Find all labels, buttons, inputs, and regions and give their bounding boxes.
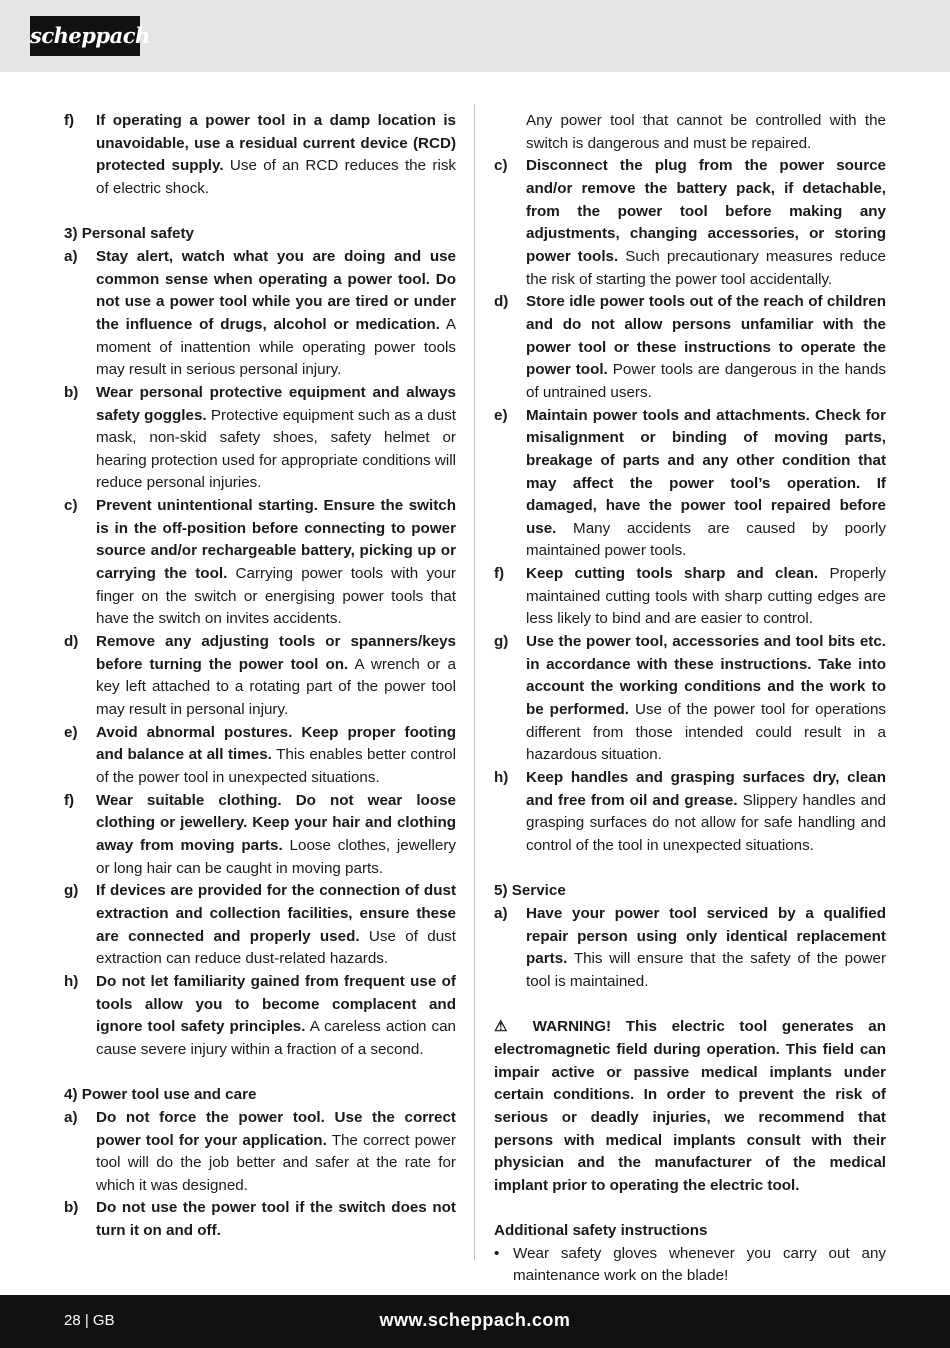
scheppach-logo: scheppach bbox=[30, 16, 140, 56]
instruction-item bbox=[64, 1107, 456, 1198]
item-label: f) bbox=[494, 565, 505, 583]
item-text bbox=[96, 971, 456, 1062]
item-plain: Power tools are dangerous in the hands of untrained users. bbox=[526, 361, 886, 401]
item-bold: Prevent unintentional starting. Ensure the switch is in the off-position before connecting to power source and/or rechargeable battery, picking up or carrying the tool. bbox=[96, 497, 456, 583]
section-heading-additional-safety: Additional safety instructions bbox=[494, 1222, 708, 1240]
item-plain: A careless action can cause severe injury within a fraction of a second. bbox=[96, 1018, 456, 1058]
item-text bbox=[526, 903, 886, 994]
item-text bbox=[96, 790, 456, 881]
item-text bbox=[96, 631, 456, 722]
website-link[interactable]: www.scheppach.com bbox=[379, 1310, 571, 1330]
item-bold: Keep handles and grasping surfaces dry, clean and free from oil and grease. bbox=[526, 769, 886, 809]
item-text bbox=[96, 1107, 456, 1198]
left-column bbox=[64, 110, 456, 1243]
item-bold: Maintain power tools and attachments. Check for misalignment or binding of moving parts, breakage of parts and any other condition that may affect the power tool’s operation. If damaged, have the power tool repaired before use. bbox=[526, 406, 886, 537]
item-plain: Loose clothes, jewellery or long hair can be caught in moving parts. bbox=[96, 836, 456, 877]
warning-text: WARNING! This electric tool generates an electromagnetic field during operation. This field can impair active or passive medical implants under certain conditions. In order to prevent the risk of serious or deadly injuries, we recommend that persons with medical implants consult with their physician and the manufacturer of the medical implant prior to operating the electric tool. bbox=[494, 1018, 886, 1194]
item-bold: Keep cutting tools sharp and clean. bbox=[526, 565, 819, 583]
item-bold: Do not let familiarity gained from frequent use of tools allow you to become complacent and ignore tool safety principles. bbox=[96, 972, 456, 1036]
item-label: g) bbox=[494, 633, 509, 651]
item-text bbox=[96, 382, 456, 495]
item-label: g) bbox=[64, 882, 79, 900]
section-heading-tool-use: 4) Power tool use and care bbox=[64, 1086, 257, 1104]
item-plain: Such precautionary measures reduce the risk of starting the power tool accidentally. bbox=[526, 247, 886, 288]
bullet-icon: • bbox=[494, 1244, 500, 1262]
section-heading-personal-safety: 3) Personal safety bbox=[64, 225, 194, 243]
instruction-item bbox=[64, 110, 456, 201]
item-bold: Store idle power tools out of the reach of children and do not allow persons unfamiliar with the power tool or these instructions to operate the power tool. bbox=[526, 293, 886, 379]
item-plain: Properly maintained cutting tools with sharp cutting edges are less likely to bind and are easier to control. bbox=[526, 565, 886, 628]
item-label: b) bbox=[64, 1199, 79, 1217]
instruction-item bbox=[494, 903, 886, 994]
right-column bbox=[494, 110, 886, 1288]
service-list bbox=[494, 903, 886, 994]
item-bold: Avoid abnormal postures. Keep proper footing and balance at all times. bbox=[96, 723, 456, 764]
item-plain: Protective equipment such as a dust mask, non-skid safety shoes, safety helmet or hearing protection used for appropriate conditions will reduce personal injuries. bbox=[96, 406, 457, 492]
instruction-item bbox=[64, 880, 456, 971]
item-label: a) bbox=[494, 904, 508, 922]
item-text bbox=[526, 405, 886, 564]
item-text bbox=[96, 495, 456, 631]
bullet-text: Wear safety gloves whenever you carry out any maintenance work on the blade! bbox=[513, 1244, 886, 1285]
column-divider bbox=[474, 104, 475, 1260]
item-text bbox=[96, 1197, 456, 1242]
item-plain: Use of an RCD reduces the risk of electric shock. bbox=[96, 157, 457, 197]
item-bold: Stay alert, watch what you are doing and use common sense when operating a power tool. Do not use a power tool while you are tired or under the influence of drugs, alcohol or medication. bbox=[96, 247, 456, 333]
instruction-item bbox=[64, 1197, 456, 1242]
item-plain: A moment of inattention while operating power tools may result in serious personal injury. bbox=[96, 315, 456, 379]
item-plain: Slippery handles and grasping surfaces do not allow for safe handling and control of the tool in unexpected situations. bbox=[526, 791, 886, 854]
emf-warning-paragraph bbox=[494, 1016, 886, 1197]
instruction-item bbox=[64, 722, 456, 790]
item-text bbox=[96, 110, 456, 201]
item-bold: Use the power tool, accessories and tool bits etc. in accordance with these instructions. Take into account the working conditions and the work to be performed. bbox=[526, 633, 886, 719]
footer-bar bbox=[0, 1295, 950, 1348]
item-label: f) bbox=[64, 112, 75, 129]
item-bold: If operating a power tool in a damp location is unavoidable, use a residual current device (RCD) protected supply. bbox=[96, 112, 456, 175]
item-label: e) bbox=[64, 723, 78, 741]
item-plain: This will ensure that the safety of the power tool is maintained. bbox=[526, 950, 886, 990]
warning-triangle-icon: ⚠ bbox=[494, 1018, 519, 1036]
item-label: f) bbox=[64, 791, 75, 809]
item-text bbox=[526, 291, 886, 404]
item-label: c) bbox=[494, 157, 508, 175]
item-plain: Use of the power tool for operations different from those intended could result in a hazardous situation. bbox=[526, 701, 886, 764]
item-text bbox=[526, 631, 886, 767]
continued-text: Any power tool that cannot be controlled with the switch is dangerous and must be repaired. bbox=[526, 112, 886, 152]
instruction-item bbox=[494, 563, 886, 631]
item-bold: Disconnect the plug from the power source and/or remove the battery pack, if detachable, from the power tool before making any adjustments, changing accessories, or storing power tools. bbox=[526, 157, 886, 265]
item-bold: Do not use the power tool if the switch does not turn it on and off. bbox=[96, 1199, 456, 1240]
section-heading-service: 5) Service bbox=[494, 882, 566, 900]
tool-use-list bbox=[64, 1107, 456, 1243]
item-label: h) bbox=[494, 769, 509, 787]
item-label: a) bbox=[64, 247, 78, 265]
item-label: a) bbox=[64, 1108, 78, 1126]
item-text bbox=[526, 155, 886, 291]
item-plain: This enables better control of the power tool in unexpected situations. bbox=[96, 746, 456, 787]
personal-safety-list bbox=[64, 246, 456, 1062]
top-header-bar bbox=[0, 0, 950, 72]
instruction-item bbox=[64, 971, 456, 1062]
instruction-item bbox=[64, 382, 456, 495]
spacer bbox=[494, 994, 886, 1017]
instruction-item bbox=[494, 767, 886, 858]
instruction-item bbox=[494, 405, 886, 564]
item-bold: If devices are provided for the connection of dust extraction and collection facilities, ensure these are connected and properly used. bbox=[96, 882, 456, 945]
item-label: h) bbox=[64, 972, 79, 990]
item-bold: Remove any adjusting tools or spanners/keys before turning the power tool on. bbox=[96, 633, 456, 673]
item-bold: Have your power tool serviced by a qualified repair person using only identical replacement parts. bbox=[526, 904, 886, 968]
page-number: 28 | GB bbox=[64, 1312, 115, 1329]
item-label: d) bbox=[494, 293, 509, 311]
item-text bbox=[526, 563, 886, 631]
instruction-item bbox=[64, 631, 456, 722]
instruction-item bbox=[494, 291, 886, 404]
item-label: e) bbox=[494, 406, 508, 424]
tool-use-list-continued bbox=[494, 155, 886, 857]
item-label: c) bbox=[64, 497, 78, 515]
instruction-item bbox=[494, 631, 886, 767]
item-plain: Many accidents are caused by poorly maintained power tools. bbox=[526, 519, 886, 560]
item-plain: A wrench or a key left attached to a rotating part of the power tool may result in personal injury. bbox=[96, 655, 457, 719]
item-plain: The correct power tool will do the job better and safer at the rate for which it was designed. bbox=[96, 1131, 456, 1194]
list-item bbox=[494, 1243, 886, 1288]
item-text bbox=[526, 767, 886, 858]
instruction-item bbox=[64, 246, 456, 382]
item-plain: Use of dust extraction can reduce dust-related hazards. bbox=[96, 927, 456, 968]
instruction-item bbox=[64, 790, 456, 881]
item-bold: Wear personal protective equipment and always safety goggles. bbox=[96, 383, 456, 424]
item-plain: Carrying power tools with your finger on the switch or energising power tools that have the switch on invites accidents. bbox=[96, 565, 456, 628]
instruction-item bbox=[64, 495, 456, 631]
item-text bbox=[96, 880, 456, 971]
item-text bbox=[96, 246, 456, 382]
item-bold: Do not force the power tool. Use the correct power tool for your application. bbox=[96, 1108, 456, 1149]
item-text bbox=[96, 722, 456, 790]
instruction-item bbox=[494, 155, 886, 291]
item-bold: Wear suitable clothing. Do not wear loose clothing or jewellery. Keep your hair and clothing away from moving parts. bbox=[96, 791, 456, 854]
item-label: b) bbox=[64, 383, 79, 401]
item-label: d) bbox=[64, 633, 79, 651]
